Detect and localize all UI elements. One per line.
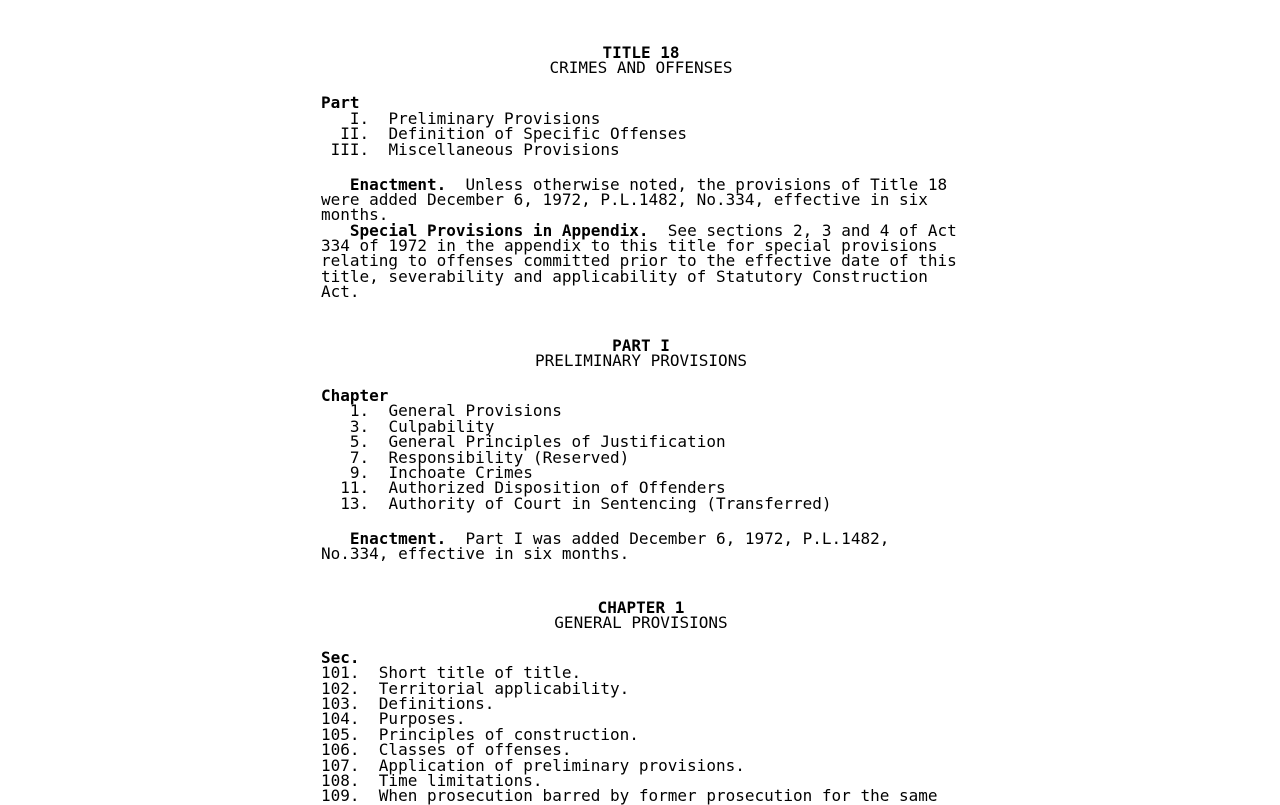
list-item: 104. Purposes. (321, 709, 466, 729)
title-enactment-note: Enactment. Unless otherwise noted, the provisions of Title 18 were added December 6, 1972, P.L.1482, No.334, effective in six months. (321, 174, 948, 225)
part-subheading: PRELIMINARY PROVISIONS (535, 351, 747, 371)
chapter-heading: CHAPTER 1 (597, 597, 685, 617)
list-item: 11. Authorized Disposition of Offenders (321, 478, 726, 498)
list-item: 105. Principles of construction. (321, 724, 639, 744)
list-item: 109. When prosecution barred by former prosecution for the same (321, 786, 938, 805)
title-subheading: CRIMES AND OFFENSES (549, 58, 733, 78)
statute-document (321, 0, 961, 804)
list-item: 103. Definitions. (321, 694, 495, 714)
list-item: 102. Territorial applicability. (321, 678, 630, 698)
list-item: 7. Responsibility (Reserved) (321, 447, 630, 467)
list-item: 9. Inchoate Crimes (321, 462, 533, 482)
list-item: 106. Classes of offenses. (321, 740, 572, 760)
list-item: 107. Application of preliminary provisions. (321, 755, 745, 775)
list-item: 5. General Principles of Justification (321, 432, 726, 452)
chapter-list (321, 403, 961, 511)
part-heading: PART I (612, 335, 670, 355)
title-heading: TITLE 18 (602, 43, 680, 62)
part-list-header: Part (321, 93, 360, 113)
chapter-subheading: GENERAL PROVISIONS (554, 612, 728, 632)
list-item: 3. Culpability (321, 416, 495, 436)
list-item: 108. Time limitations. (321, 771, 543, 791)
special-provisions-note: Special Provisions in Appendix. See sections 2, 3 and 4 of Act 334 of 1972 in the appendix to this title for special provisions relating to offenses committed prior to the effective date of this title, severability and applicability of Statutory Construction Act. (321, 220, 957, 302)
part-list (321, 108, 961, 159)
section-list-header: Sec. (321, 647, 360, 667)
list-item: II. Definition of Specific Offenses (321, 124, 688, 144)
list-item: 101. Short title of title. (321, 663, 582, 683)
part-enactment-note: Enactment. Part I was added December 6, 1972, P.L.1482, No.334, effective in six months. (321, 528, 890, 564)
section-list (321, 665, 961, 804)
chapter-list-header: Chapter (321, 386, 389, 406)
list-item: 13. Authority of Court in Sentencing (Transferred) (321, 493, 832, 513)
list-item: I. Preliminary Provisions (321, 108, 601, 128)
list-item: III. Miscellaneous Provisions (321, 139, 620, 159)
list-item: 1. General Provisions (321, 401, 562, 421)
